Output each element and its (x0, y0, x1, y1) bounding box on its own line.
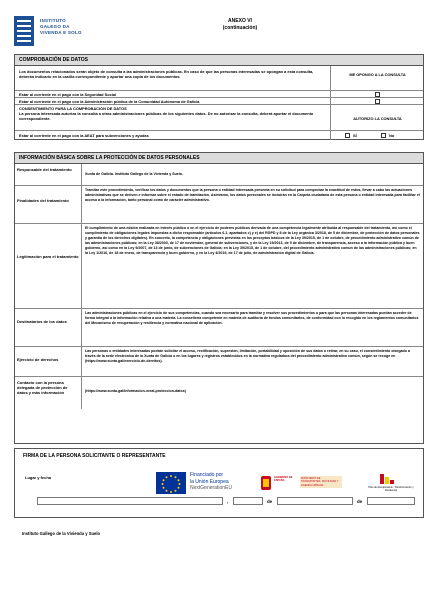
legitimacion-row (15, 224, 423, 309)
comma-separator: , (227, 499, 229, 504)
responsable-label: Responsable del tratamiento (17, 167, 72, 172)
ministerio-text: MINISTERIO DE TRANSPORTES, MOVILIDAD Y AGENDA URBANA (300, 476, 342, 488)
derechos-row (15, 347, 423, 377)
destinatarios-value: Las administraciones públicas en el ejercicio de sus competencias, cuando sea necesario para tramitar y resolver sus procedimientos o para que las personas interesadas puedan acceder de forma integral a la información relativa a una materia. La consellería competente en materia de auditoría de fondos comunitarios, de conformidad con lo recogido en los reglamentos comunitarios del Mecanismo de recuperación y resiliencia y normativa nacional de aplicación. (81, 309, 423, 346)
aeat-row (15, 131, 423, 140)
seguridad-social-row (15, 91, 423, 98)
derechos-value: Las personas o entidades interesadas podrán solicitar el acceso, rectificación, supresión, limitación, portabilidad y oposición de sus datos o retirar, en su caso, el consentimiento otorgado a través de la sede electrónica de la Xunta de Galicia o en los lugares y registros establecidos en la normativa reguladora del procedimiento administrativo común, según se recoge en (https://www.xunta.gal/exercicio-de-dereitos). (81, 347, 423, 376)
finalidades-label: Finalidades del tratamiento (17, 198, 69, 203)
contacto-value[interactable]: (https://www.xunta.gal/informacion-xeral-proteccion-datos) (81, 377, 423, 409)
proteccion-title: INFORMACIÓN BÁSICA SOBRE LA PROTECCIÓN DE DATOS PERSONALES (15, 153, 423, 164)
annex-title: ANEXO VI (228, 18, 252, 24)
seguridad-social-label: Estar al corriente en el pago con la Seguridad Social (19, 92, 117, 97)
comprobacion-intro-row (15, 66, 423, 91)
footer-text: Instituto Gallego de la Vivienda y Suelo (22, 531, 101, 536)
spain-coat-of-arms-icon (260, 474, 272, 492)
galicia-row (15, 98, 423, 105)
aeat-no-checkbox[interactable] (381, 133, 386, 138)
seguridad-social-cell (330, 91, 423, 97)
responsable-value: Xunta de Galicia. Instituto Gallego de la Vivienda y Suelo. (81, 164, 423, 185)
comprobacion-title: COMPROBACIÓN DE DATOS (15, 55, 423, 66)
comprobacion-section (14, 54, 424, 140)
annex-heading (190, 18, 290, 32)
igvs-logo-icon (14, 16, 34, 46)
finalidades-row (15, 186, 423, 224)
autorizo-header: AUTORIZO LA CONSULTA (353, 116, 402, 121)
plan-text: Plan de Recuperación, Transformación y Resiliencia (368, 486, 414, 493)
proteccion-datos-section (14, 152, 424, 444)
responsable-row (15, 164, 423, 186)
consent-text: La persona interesada autoriza la consulta a otras administraciones públicas de los siguientes datos. De no autorizar la consulta, deberá aportar el documento correspondiente. (19, 111, 314, 121)
galicia-checkbox[interactable] (375, 99, 380, 104)
eu-flag-icon (156, 472, 186, 494)
aeat-cell (330, 131, 423, 140)
logo-text (40, 18, 82, 37)
consent-row (15, 105, 423, 131)
aeat-si-label: SÍ (353, 133, 357, 138)
contacto-label: Contacto con la persona delegada de protección de datos y más información (17, 380, 68, 396)
eu-line-3: NextGenerationEU (190, 485, 232, 491)
destinatarios-label: Destinatarios de los datos (17, 319, 67, 324)
eu-line-1: Financiado por (190, 472, 224, 478)
logo-line-1: INSTITUTO (40, 18, 66, 23)
funding-logos (156, 470, 422, 500)
plan-recuperacion-icon (378, 472, 396, 486)
eu-text (190, 472, 232, 492)
lugar-fecha-label: Lugar y fecha (25, 475, 52, 480)
finalidades-value: Tramitar este procedimiento, verificar los datos y documentos que la persona o entidad interesada presenta en su solicitud para comprobar la exactitud de estos, llevar a cabo las actuaciones administrativas que se deriven e informar sobre el estado de tramitación. Asimismo, los datos personales se incluirán en la Carpeta ciudadana de esta persona o entidad interesada para facilitar el acceso a la información, tanto personal como de carácter administrativo. (81, 186, 423, 223)
opone-header-cell (330, 66, 423, 90)
galicia-label: Estar al corriente en el pago con la Administración pública de la Comunidad Autónoma de Galicia (19, 99, 200, 104)
xunta-logo (14, 16, 124, 48)
aeat-si-checkbox[interactable] (345, 133, 350, 138)
seguridad-social-checkbox[interactable] (375, 92, 380, 97)
comprobacion-intro: Los documentos relacionados serán objeto de consulta a las administraciones públicas. En caso de que las personas interesadas se opongan a esta consulta, deberán indicarlo en la casilla correspondiente y aportar una copia de los documentos. (19, 69, 314, 79)
de-separator-2: de (357, 499, 363, 504)
derechos-label: Ejercicio de derechos (17, 357, 59, 362)
aeat-label: Estar al corriente en el pago con la AEAT para subvenciones y ayudas (19, 133, 149, 138)
legitimacion-label: Legitimación para el tratamiento (17, 254, 79, 259)
contacto-row (15, 377, 423, 409)
destinatarios-row (15, 309, 423, 347)
logo-line-3: VIVENDA E SOLO (40, 30, 82, 36)
galicia-cell (330, 98, 423, 104)
consent-title: CONSENTIMIENTO PARA LA COMPROBACIÓN DE DATOS (19, 106, 127, 111)
firma-title: FIRMA DE LA PERSONA SOLICITANTE O REPRESENTANTE (23, 453, 166, 459)
eu-line-2: la Unión Europea (190, 478, 229, 485)
gobierno-text: GOBIERNO DE ESPAÑA (274, 476, 293, 483)
legitimacion-value: El cumplimiento de una misión realizada en interés público o en el ejercicio de poderes públicos derivada de una competencia legalmente atribuida al responsable del tratamiento, así como el cumplimiento de obligaciones legales impuestas a dicho responsable (artículos 6.1, apartados c) y e) del RGPD y 8 de la Ley orgánica 3/2018, de 5 de diciembre, de protección de datos personales y garantía de los derechos digitales). En concreto, la competencia y obligaciones previstas en los preceptos básicos de la Ley 39/2015, de 1 de octubre, de procedimiento administrativo común de las administraciones públicas; en la Ley 38/2003, de 17 de noviembre, general de subvenciones, y de la Ley 19/2013, de 9 de diciembre, de transparencia, acceso a la información pública y buen gobierno, así como en la Ley 9/2007, de 13 de junio, de subvenciones de Galicia; en la Ley 39/2015, de 1 de octubre, del procedimiento administrativo común de las administraciones públicas; en la Ley 1/2016, de 18 de enero, de transparencia y buen gobierno, y en la Ley 4/2019, de 17 de julio, de administración digital de Galicia. (81, 224, 423, 308)
opone-header: ME OPONGO A LA CONSULTA (349, 72, 406, 77)
logo-line-2: GALEGO DA (40, 24, 70, 30)
autorizo-header-cell (330, 105, 423, 130)
annex-subtitle: (continuación) (222, 25, 258, 31)
de-separator-1: de (267, 499, 273, 504)
aeat-no-label: No (389, 133, 395, 138)
